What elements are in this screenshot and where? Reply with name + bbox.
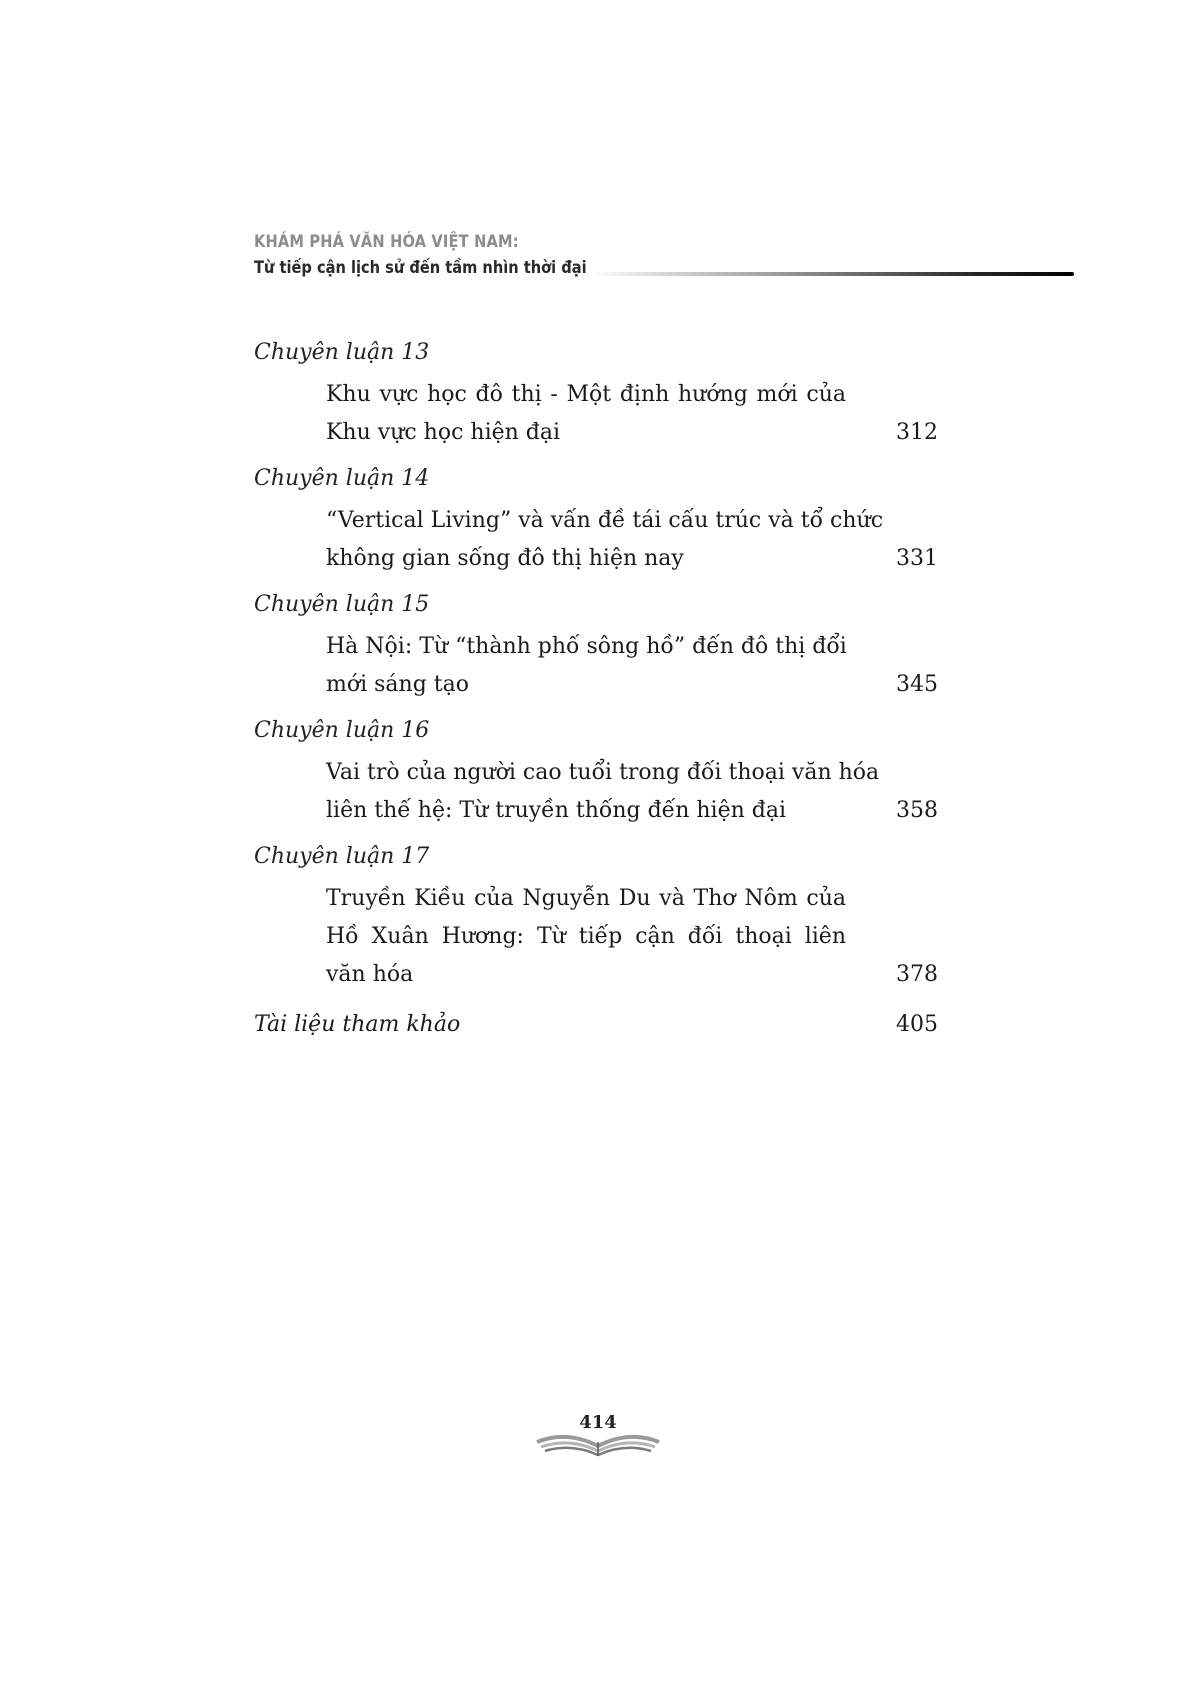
entry-line: mới sáng tạo xyxy=(326,672,469,697)
toc-chapter-16 xyxy=(254,716,938,830)
entry-line: Hồ Xuân Hương: Từ tiếp cận đối thoại liên xyxy=(326,924,846,949)
book-title: KHÁM PHÁ VĂN HÓA VIỆT NAM: xyxy=(254,232,519,252)
entry-line: Khu vực học hiện đại xyxy=(326,420,561,445)
entry-line: văn hóa xyxy=(326,962,414,987)
toc-references xyxy=(254,1006,938,1044)
toc-entry xyxy=(254,502,938,578)
page-number: 312 xyxy=(896,420,938,445)
toc-chapter-14 xyxy=(254,464,938,578)
page-number: 345 xyxy=(896,672,938,697)
toc-chapter-13 xyxy=(254,338,938,452)
entry-line: Khu vực học đô thị - Một định hướng mới của xyxy=(326,382,846,407)
page-number: 331 xyxy=(896,546,938,571)
folio xyxy=(535,1412,661,1458)
chapter-label: Chuyên luận 16 xyxy=(254,718,430,743)
toc-entry xyxy=(254,628,938,704)
toc-chapter-17 xyxy=(254,842,938,994)
toc-entry xyxy=(254,754,938,830)
entry-line: Vai trò của người cao tuổi trong đối thoại văn hóa xyxy=(326,760,880,785)
chapter-label: Chuyên luận 17 xyxy=(254,844,430,869)
entry-line: “Vertical Living” và vấn đề tái cấu trúc và tổ chức xyxy=(326,508,884,533)
entry-line: liên thế hệ: Từ truyền thống đến hiện đại xyxy=(326,798,786,823)
toc-entry xyxy=(254,880,938,994)
book-subtitle: Từ tiếp cận lịch sử đến tầm nhìn thời đại xyxy=(254,258,587,278)
header-rule xyxy=(588,272,1074,276)
entry-line: Truyền Kiều của Nguyễn Du và Thơ Nôm của xyxy=(326,886,846,911)
page-number: 405 xyxy=(896,1012,938,1037)
entry-line: Hà Nội: Từ “thành phố sông hồ” đến đô thị đổi xyxy=(326,634,847,659)
toc-chapter-15 xyxy=(254,590,938,704)
toc-entry xyxy=(254,376,938,452)
page-number: 378 xyxy=(896,962,938,987)
chapter-label: Chuyên luận 14 xyxy=(254,466,430,491)
chapter-label: Chuyên luận 13 xyxy=(254,340,430,365)
folio-page-number: 414 xyxy=(579,1412,617,1433)
table-of-contents xyxy=(254,338,938,1044)
running-head xyxy=(254,232,1074,288)
references-label: Tài liệu tham khảo xyxy=(254,1012,461,1037)
page-number: 358 xyxy=(896,798,938,823)
subtitle-row xyxy=(254,258,1074,288)
entry-line: không gian sống đô thị hiện nay xyxy=(326,546,684,571)
chapter-label: Chuyên luận 15 xyxy=(254,592,430,617)
